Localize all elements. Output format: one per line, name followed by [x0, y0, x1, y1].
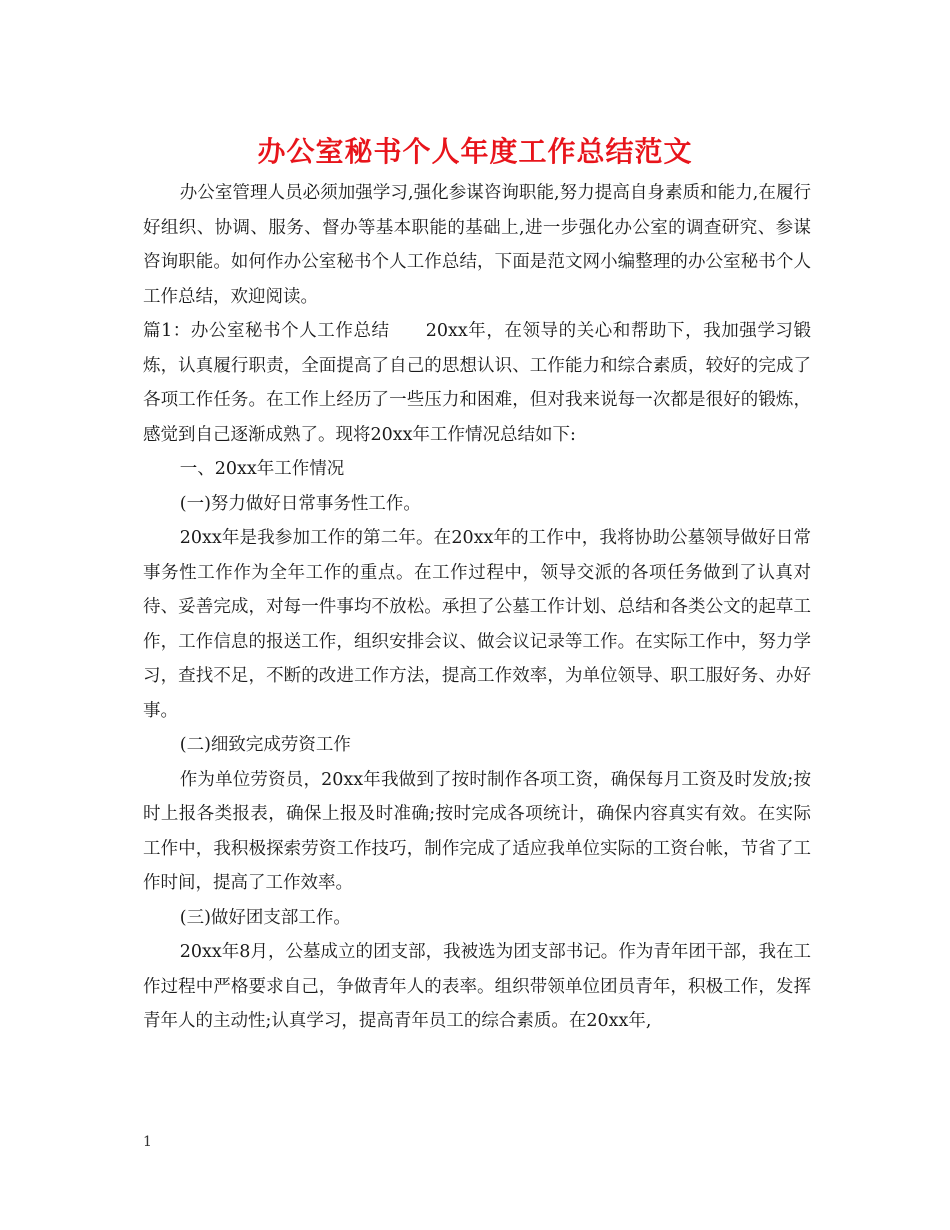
paragraph: 一、20xx年工作情况 [179, 459, 345, 479]
document-body [143, 176, 811, 1039]
document-title: 办公室秘书个人年度工作总结范文 [257, 135, 693, 168]
paragraph: 篇1：办公室秘书个人工作总结 20xx年，在领导的关心和帮助下，我加强学习锻炼，认真履行职责，全面提高了自己的思想认识、工作能力和综合素质，较好的完成了各项工作任务。在工作上经历了一些压力和困难，但对我来说每一次都是很好的锻炼，感觉到自己逐渐成熟了。现将20xx年工作情况总结如下: [143, 321, 811, 445]
page-number: 1 [143, 1134, 152, 1150]
paragraph: (三)做好团支部工作。 [179, 907, 351, 928]
paragraph: 作为单位劳资员，20xx年我做到了按时制作各项工资，确保每月工资及时发放;按时上报各类报表，确保上报及时准确;按时完成各项统计，确保内容真实有效。在实际工作中，我积极探索劳资工作技巧，制作完成了适应我单位实际的工资台帐，节省了工作时间，提高了工作效率。 [143, 769, 811, 893]
paragraph: 20xx年是我参加工作的第二年。在20xx年的工作中，我将协助公墓领导做好日常事务性工作作为全年工作的重点。在工作过程中，领导交派的各项任务做到了认真对待、妥善完成，对每一件事均不放松。承担了公墓工作计划、总结和各类公文的起草工作，工作信息的报送工作，组织安排会议、做会议记录等工作。在实际工作中，努力学习，查找不足，不断的改进工作方法，提高工作效率，为单位领导、职工服好务、办好事。 [143, 528, 811, 721]
paragraph: (二)细致完成劳资工作 [179, 735, 351, 755]
paragraph: 20xx年8月，公墓成立的团支部，我被选为团支部书记。作为青年团干部，我在工作过程中严格要求自己，争做青年人的表率。组织带领单位团员青年，积极工作，发挥青年人的主动性;认真学习，提高青年员工的综合素质。在20xx年, [143, 942, 811, 1031]
paragraph: (一)努力做好日常事务性工作。 [179, 493, 421, 514]
paragraph: 办公室管理人员必须加强学习,强化参谋咨询职能,努力提高自身素质和能力,在履行好组织、协调、服务、督办等基本职能的基础上,进一步强化办公室的调查研究、参谋咨询职能。如何作办公室秘书个人工作总结，下面是范文网小编整理的办公室秘书个人工作总结，欢迎阅读。 [143, 183, 811, 307]
